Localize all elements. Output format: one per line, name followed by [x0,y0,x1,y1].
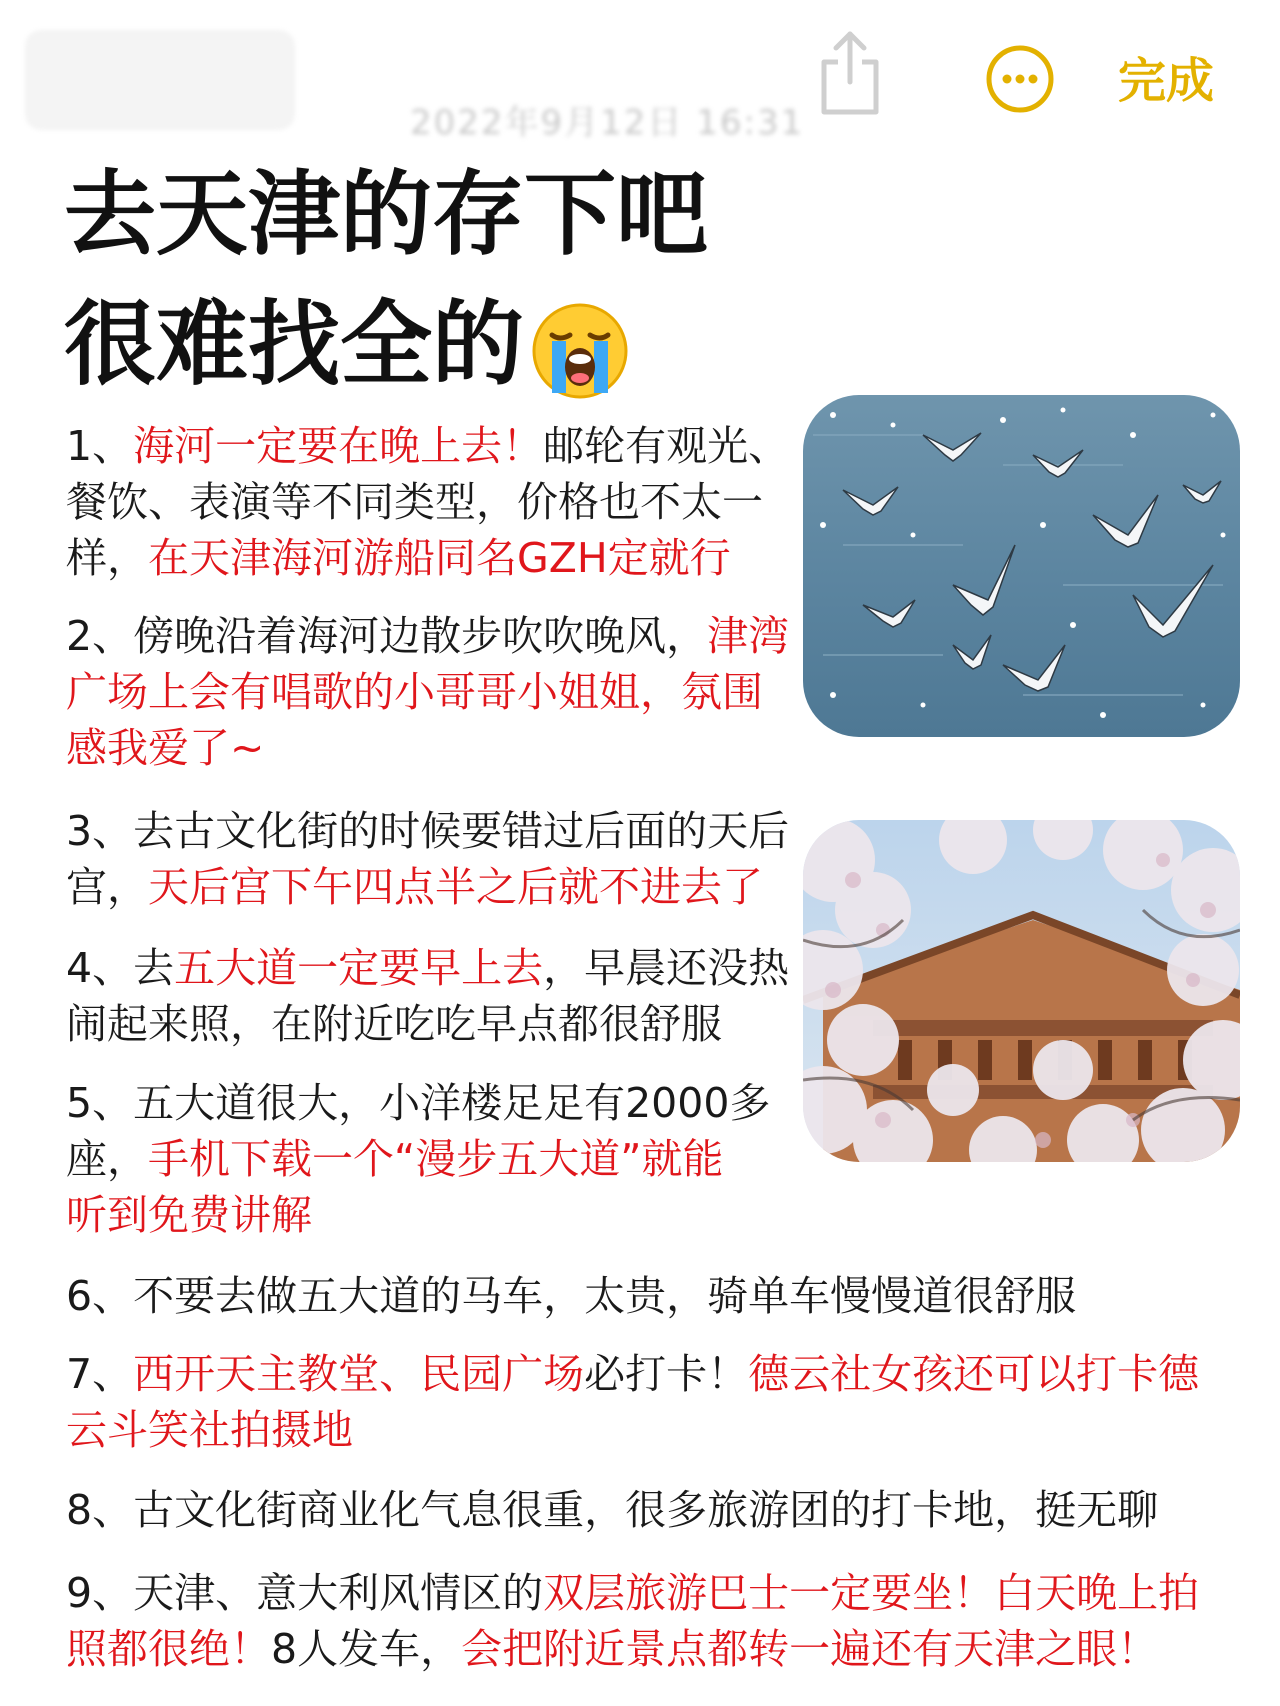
tip-9 [66,1565,1199,1677]
tip-text: 宫， [66,863,148,911]
tip-highlight: 手机下载一个“漫步五大道” [148,1135,642,1183]
tip-9-line-2 [66,1621,1199,1677]
tip-highlight: 会把附近景点都转一遍还有天津之眼！ [461,1625,1159,1673]
more-options-icon[interactable] [985,44,1055,114]
tip-highlight: 双层旅游巴士一定要坐！白天晚上拍 [543,1569,1200,1617]
tip-3-line-2 [66,859,789,915]
tip-2-line-3: 感我爱了~ [66,724,265,772]
share-icon[interactable] [818,30,882,116]
title-line-1: 去天津的存下吧 [64,161,709,268]
tip-6-line-1: 6、不要去做五大道的马车，太贵，骑单车慢慢道很舒服 [66,1272,1077,1320]
tip-4 [66,940,789,1052]
tip-highlight: 德云社女孩还可以打卡德 [748,1350,1200,1398]
tip-text: ，早晨还没热 [543,944,790,992]
tip-text: 7、 [66,1350,134,1398]
tip-9-line-1 [66,1565,1199,1621]
tip-highlight: 天后宫下午四点半之后就不进去了 [148,863,763,911]
note-timestamp: 2022年9月12日 16:31 [410,103,805,143]
tip-text: 9、天津、意大利风情区的 [66,1569,544,1617]
title-line-2-text: 很难找全的 [64,291,525,398]
tip-7-line-1 [66,1346,1199,1402]
tip-2 [66,608,789,776]
seagulls-over-river-photo [803,395,1240,737]
tip-text: 邮轮有观光、 [543,422,790,470]
done-button[interactable]: 完成 [1118,53,1215,109]
tip-2-line-2: 广场上会有唱歌的小哥哥小姐姐，氛围 [66,668,763,716]
tip-7-line-2: 云斗笑社拍摄地 [66,1406,353,1454]
tip-highlight: 津湾 [707,612,790,660]
tip-1-line-2: 餐饮、表演等不同类型，价格也不太一 [66,478,763,526]
tip-3-line-1: 3、去古文化街的时候要错过后面的天后 [66,807,790,855]
tip-8 [66,1482,1158,1538]
blurred-back-area [25,30,295,130]
tip-5-line-1: 5、五大道很大，小洋楼足足有2000多 [66,1079,771,1127]
loudly-crying-face-icon [530,301,630,401]
tip-text: 1、 [66,422,134,470]
tip-highlight: 在天津海河游船同名GZH定就行 [148,534,731,582]
tip-4-line-1 [66,940,789,996]
tip-highlight: 五大道一定要早上去 [174,944,544,992]
tip-text: 样， [66,534,148,582]
blossoms-and-wooden-house-photo [803,820,1240,1162]
tip-4-line-2: 闹起来照，在附近吃吃早点都很舒服 [66,1000,722,1048]
tip-3 [66,803,789,915]
tip-text: 2、傍晚沿着海河边散步吹吹晚风， [66,612,708,660]
tip-text: 8人发车， [271,1625,462,1673]
tip-8-line-1: 8、古文化街商业化气息很重，很多旅游团的打卡地，挺无聊 [66,1486,1159,1534]
tip-text: 座， [66,1135,148,1183]
tip-highlight: 照都很绝！ [66,1625,271,1673]
tip-highlight: 西开天主教堂、民园广场 [133,1350,585,1398]
title-line-2 [64,280,708,410]
tip-highlight: 就能 [641,1135,724,1183]
top-toolbar [0,0,1280,150]
tip-text: 4、去 [66,944,175,992]
tip-1-line-1 [66,418,789,474]
tip-text: 必打卡！ [584,1350,749,1398]
tip-5 [66,1075,770,1243]
tip-1 [66,418,789,586]
tip-highlight: 海河一定要在晚上去！ [133,422,544,470]
tip-2-line-1 [66,608,789,664]
tip-1-line-3 [66,530,789,586]
tip-7 [66,1346,1199,1458]
tip-6 [66,1268,1076,1324]
note-title [64,150,708,410]
tip-5-line-2 [66,1131,770,1187]
tip-5-line-3: 听到免费讲解 [66,1191,312,1239]
